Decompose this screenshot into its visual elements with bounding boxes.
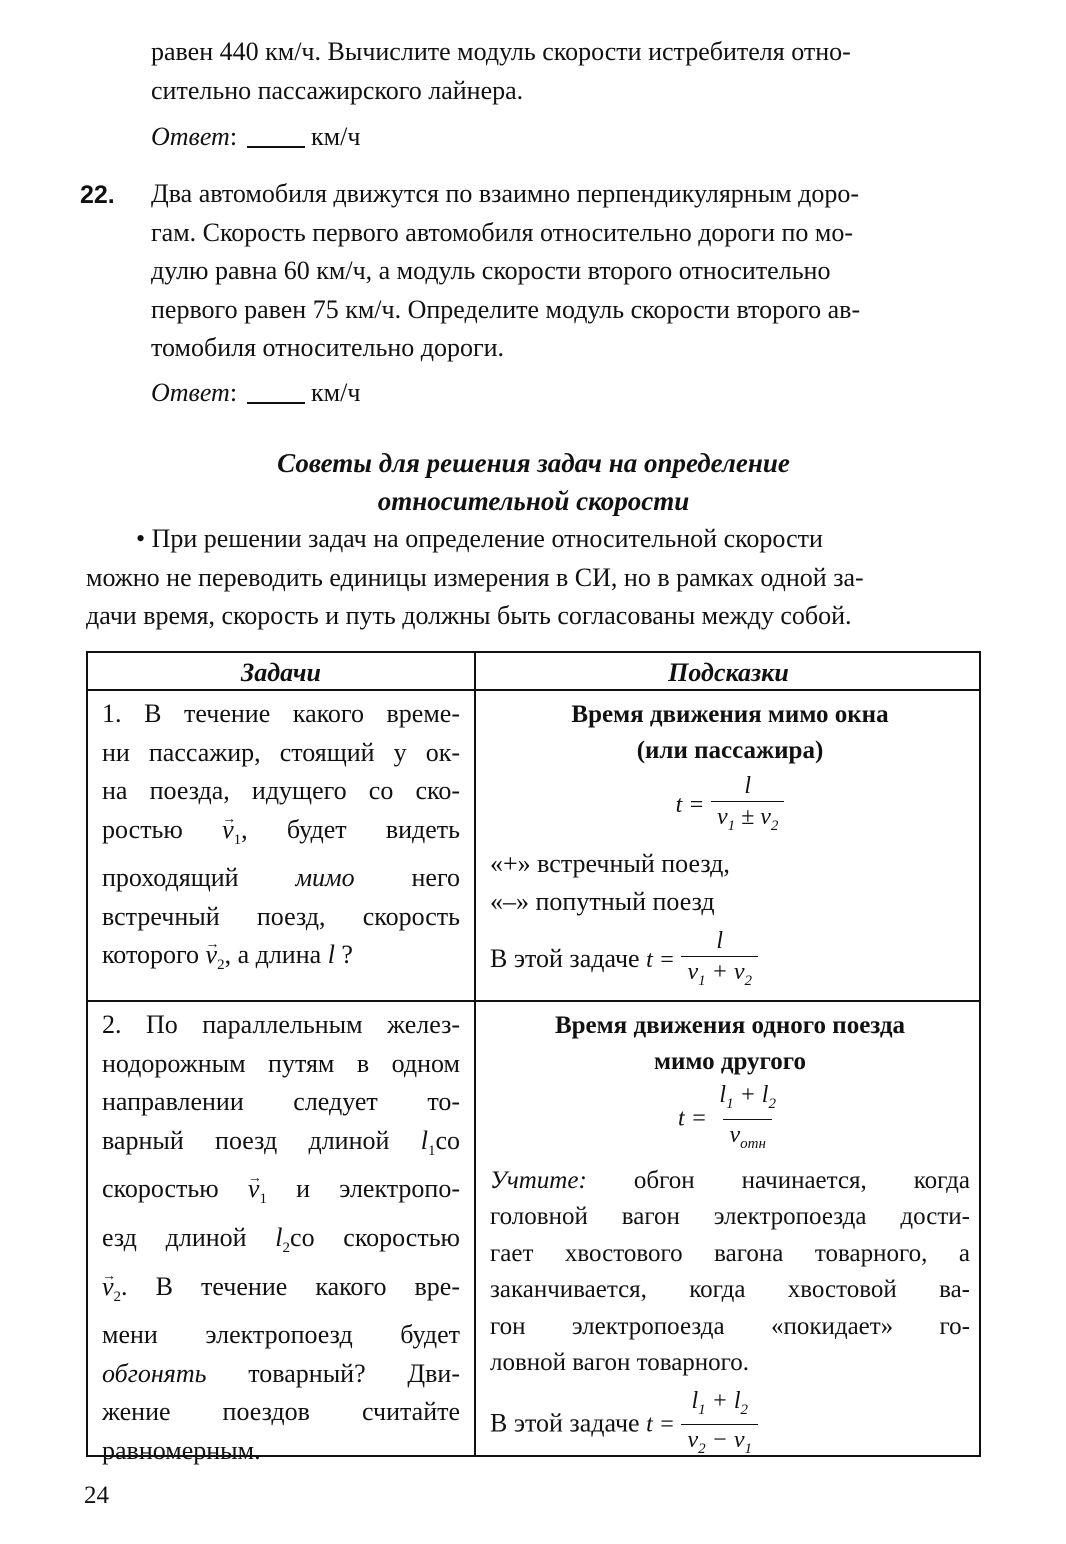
minus-note: «–» попутный поезд [490,887,715,917]
note-line: гон электропоезда «покидает» го- [490,1312,970,1340]
answer-blank [247,402,305,404]
tips-line: • При решении задач на определение относительной скорости [136,524,823,553]
q21-line: сительно пассажирского лайнера. [151,75,524,105]
answer-unit: км/ч [311,122,361,151]
tips-heading-line: Советы для решения задач на определение [277,448,790,478]
tips-heading [86,444,981,520]
tips-table [86,651,981,1465]
task-line: равномерным. [102,1435,261,1465]
q22-text [151,175,983,368]
note-line: Учтите: обгон начинается, когда [490,1166,970,1194]
task-line: встречный поезд, скорость [102,901,460,931]
task-formula: В этой задаче t = $\frac{l_1 + l_2}{v_2 - v_1}$ [490,1386,970,1465]
tips-paragraph [86,520,981,636]
task-line: → $v_2$. В течение какого вре- [102,1268,460,1317]
task-line: мени электропоезд будет [102,1320,461,1350]
q22-answer: Ответ: км/ч [151,378,361,407]
task-line: проходящий мимо него [102,863,460,893]
hint-title: Время движения одного поезда [554,1012,906,1039]
formula: t = $\frac{l_1 + l_2}{v_{отн}}$ [490,1080,970,1159]
answer-label: Ответ [151,378,230,407]
tips-heading-line: относительной скорости [377,486,690,516]
formula: t = $\frac{l}{v_1 \pm v_2}$ [490,771,970,841]
task-line: 1. В течение какого време- [102,699,460,728]
task-line: которого → $v_2$, а длина l ? [102,936,460,985]
task-formula: В этой задаче t = $\frac{l}{v_1 + v_2}$ [490,926,970,996]
column-header-hints: Подсказки [668,658,789,687]
q22-line: гам. Скорость первого автомобиля относительно дороги по мо- [151,217,854,247]
note-line: гает хвостового вагона товарного, а [490,1239,970,1267]
note-line: ловной вагон товарного. [490,1349,750,1377]
column-header-tasks: Задачи [241,658,321,687]
task-line: езд длиной $l_2со$ скоростью [102,1222,460,1257]
task-1 [102,695,460,985]
task-2 [102,1006,460,1470]
tips-line: можно не переводить единицы измерения в СИ, но в рамках одной за- [86,562,864,592]
task-line: на поезда, идущего со ско- [102,776,460,805]
task-line: жение поездов считайте [102,1397,461,1427]
table-divider [88,689,979,691]
hint-title: Время движения мимо окна [571,701,889,728]
hint-title: мимо другого [653,1048,807,1075]
task-line: обгонять товарный? Дви- [102,1358,460,1388]
task-line: направлении следует то- [102,1087,461,1116]
q22-line: дулю равна 60 км/ч, а модуль скорости второго относительно [151,256,831,285]
task-line: ростью → $v_1$, будет видеть [102,811,460,860]
plus-note: «+» встречный поезд, [490,848,730,878]
task-line: 2. По параллельным желез- [102,1010,460,1039]
answer-unit: км/ч [311,378,361,407]
hint-2 [490,1008,970,1464]
q22-number: 22. [80,181,115,209]
bullet: • [136,524,146,553]
q21-line: равен 440 км/ч. Вычислите модуль скорости истребителя отно- [151,37,851,66]
page-number: 24 [84,1482,109,1509]
q22-line: томобиля относительно дороги. [151,333,505,362]
table-divider [474,653,476,1455]
answer-blank [247,146,305,148]
note-line: заканчивается, когда хвостовой ва- [490,1276,970,1304]
q21-text [151,33,983,110]
task-line: нодорожным путям в одном [102,1048,460,1078]
table-divider [88,1000,979,1002]
task-line: скоростью → $v_1$ и электропо- [102,1170,460,1219]
note-line: головной вагон электропоезда дости- [490,1203,970,1231]
task-line: ни пассажир, стоящий у ок- [102,737,460,767]
hint-1 [490,697,970,996]
q22-line: Два автомобиля движутся по взаимно перпендикулярным доро- [151,179,860,208]
q21-answer: Ответ: км/ч [151,122,361,151]
hint-title: (или пассажира) [636,737,824,764]
tips-line: дачи время, скорость и путь должны быть согласованы между собой. [86,601,852,630]
task-line: варный поезд длиной $l_1со$ [102,1125,460,1159]
q22-line: первого равен 75 км/ч. Определите модуль скорости второго ав- [151,294,861,324]
answer-label: Ответ [151,122,230,151]
